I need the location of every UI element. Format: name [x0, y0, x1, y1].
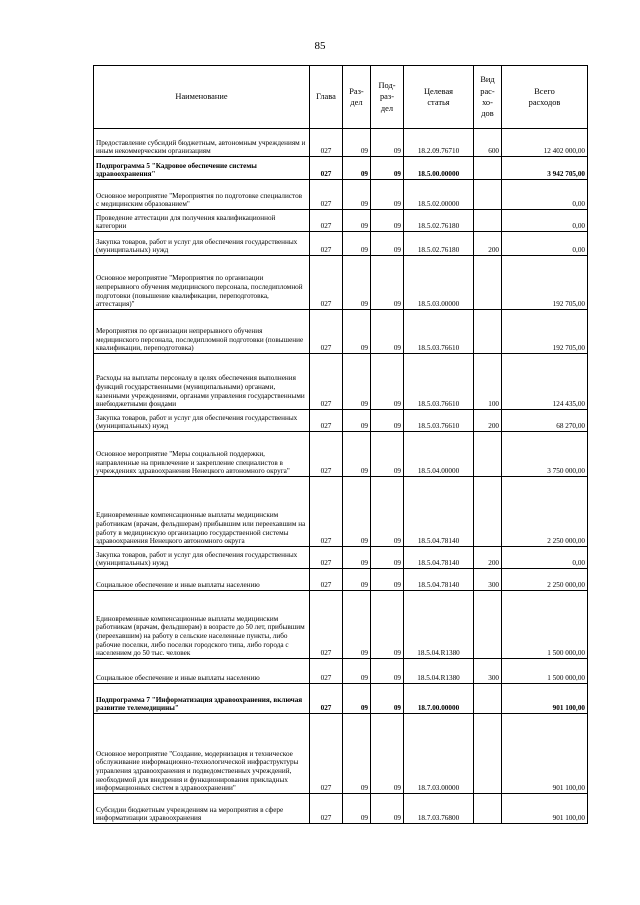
row-expense-type-cell	[474, 794, 502, 824]
row-name-cell: Единовременные компенсационные выплаты медицинским работникам (врачам, фельдшерам) прибывшим или переехавшим на работу в медицинскую организацию государственной системы здравоохранения Ненецкого автономного округа	[94, 477, 310, 547]
row-section-cell: 09	[343, 714, 371, 794]
row-total-cell: 901 100,00	[502, 714, 588, 794]
table-row	[94, 232, 588, 256]
row-name-cell: Проведение аттестации для получения квалификационной категории	[94, 210, 310, 232]
row-total-cell: 3 750 000,00	[502, 432, 588, 477]
row-subsection-cell: 09	[371, 210, 404, 232]
row-subsection-cell: 09	[371, 794, 404, 824]
row-total-cell: 192 705,00	[502, 310, 588, 354]
row-name-cell: Единовременные компенсационные выплаты медицинским работникам (врачам, фельдшерам) в возрасте до 50 лет, прибывшим (переехавшим) на работу в сельские населенные пункты, либо рабочие поселки, либо поселки городского типа, либо города с населением до 50 тыс. человек	[94, 591, 310, 659]
table-row	[94, 210, 588, 232]
row-chapter-cell: 027	[310, 256, 343, 310]
header-target: Целевая статья	[404, 66, 474, 129]
row-total-cell: 0,00	[502, 210, 588, 232]
table-row	[94, 256, 588, 310]
row-expense-type-cell	[474, 256, 502, 310]
row-chapter-cell: 027	[310, 432, 343, 477]
row-name-cell: Подпрограмма 7 "Информатизация здравоохранения, включая развитие телемедицины"	[94, 684, 310, 714]
row-expense-type-cell	[474, 310, 502, 354]
row-total-cell: 192 705,00	[502, 256, 588, 310]
row-section-cell: 09	[343, 569, 371, 591]
table-row	[94, 569, 588, 591]
row-chapter-cell: 027	[310, 210, 343, 232]
row-expense-type-cell: 300	[474, 659, 502, 684]
row-subsection-cell: 09	[371, 714, 404, 794]
row-subsection-cell: 09	[371, 354, 404, 410]
table-row	[94, 180, 588, 210]
row-expense-type-cell	[474, 210, 502, 232]
row-subsection-cell: 09	[371, 232, 404, 256]
row-expense-type-cell: 200	[474, 232, 502, 256]
row-expense-type-cell: 600	[474, 129, 502, 157]
row-target-cell: 18.5.03.76610	[404, 410, 474, 432]
row-name-cell: Основное мероприятие "Меры социальной поддержки, направленные на привлечение и закрепление специалистов в учреждениях здравоохранения Ненецкого автономного округа"	[94, 432, 310, 477]
row-total-cell: 3 942 705,00	[502, 157, 588, 180]
row-target-cell: 18.5.04.78140	[404, 477, 474, 547]
row-subsection-cell: 09	[371, 310, 404, 354]
header-section: Раз- дел	[343, 66, 371, 129]
row-subsection-cell: 09	[371, 129, 404, 157]
row-total-cell: 2 250 000,00	[502, 477, 588, 547]
table-row	[94, 684, 588, 714]
row-name-cell: Основное мероприятие "Мероприятия по подготовке специалистов с медицинским образованием"	[94, 180, 310, 210]
row-chapter-cell: 027	[310, 477, 343, 547]
row-total-cell: 0,00	[502, 547, 588, 569]
row-section-cell: 09	[343, 684, 371, 714]
row-expense-type-cell	[474, 432, 502, 477]
row-name-cell: Закупка товаров, работ и услуг для обеспечения государственных (муниципальных) нужд	[94, 547, 310, 569]
row-target-cell: 18.5.02.00000	[404, 180, 474, 210]
row-expense-type-cell: 200	[474, 547, 502, 569]
row-subsection-cell: 09	[371, 180, 404, 210]
page-number: 85	[314, 40, 326, 52]
table-row	[94, 794, 588, 824]
row-expense-type-cell: 300	[474, 569, 502, 591]
row-name-cell: Мероприятия по организации непрерывного обучения медицинского персонала, последипломной подготовки (повышение квалификации, переподготовка)	[94, 310, 310, 354]
table-row	[94, 477, 588, 547]
table-row	[94, 410, 588, 432]
row-chapter-cell: 027	[310, 157, 343, 180]
row-subsection-cell: 09	[371, 157, 404, 180]
row-section-cell: 09	[343, 659, 371, 684]
row-name-cell: Социальное обеспечение и иные выплаты населению	[94, 659, 310, 684]
row-chapter-cell: 027	[310, 569, 343, 591]
row-expense-type-cell	[474, 591, 502, 659]
row-total-cell: 124 435,00	[502, 354, 588, 410]
row-chapter-cell: 027	[310, 714, 343, 794]
row-chapter-cell: 027	[310, 180, 343, 210]
row-section-cell: 09	[343, 232, 371, 256]
header-name: Наименование	[94, 66, 310, 129]
row-chapter-cell: 027	[310, 547, 343, 569]
row-chapter-cell: 027	[310, 354, 343, 410]
row-target-cell: 18.5.04.78140	[404, 547, 474, 569]
row-target-cell: 18.5.04.78140	[404, 569, 474, 591]
table-row	[94, 129, 588, 157]
row-target-cell: 18.5.00.00000	[404, 157, 474, 180]
budget-table	[93, 65, 588, 824]
row-target-cell: 18.5.02.76180	[404, 232, 474, 256]
row-chapter-cell: 027	[310, 310, 343, 354]
row-section-cell: 09	[343, 591, 371, 659]
row-target-cell: 18.7.00.00000	[404, 684, 474, 714]
row-chapter-cell: 027	[310, 232, 343, 256]
row-expense-type-cell: 100	[474, 354, 502, 410]
table-row	[94, 591, 588, 659]
row-total-cell: 1 500 000,00	[502, 591, 588, 659]
row-chapter-cell: 027	[310, 659, 343, 684]
row-target-cell: 18.5.03.76610	[404, 354, 474, 410]
table-row	[94, 659, 588, 684]
table-row	[94, 157, 588, 180]
row-name-cell: Подпрограмма 5 "Кадровое обеспечение системы здравоохранения"	[94, 157, 310, 180]
row-name-cell: Основное мероприятие "Мероприятия по организации непрерывного обучения медицинского персонала, последипломной подготовки (повышение квалификации, переподготовка, аттестация)"	[94, 256, 310, 310]
row-subsection-cell: 09	[371, 684, 404, 714]
row-total-cell: 901 100,00	[502, 684, 588, 714]
row-total-cell: 1 500 000,00	[502, 659, 588, 684]
header-subsection: Под- раз- дел	[371, 66, 404, 129]
row-section-cell: 09	[343, 157, 371, 180]
row-chapter-cell: 027	[310, 591, 343, 659]
row-section-cell: 09	[343, 129, 371, 157]
table-row	[94, 354, 588, 410]
row-total-cell: 901 100,00	[502, 794, 588, 824]
row-section-cell: 09	[343, 477, 371, 547]
row-total-cell: 12 402 000,00	[502, 129, 588, 157]
table-row	[94, 432, 588, 477]
row-section-cell: 09	[343, 310, 371, 354]
row-name-cell: Закупка товаров, работ и услуг для обеспечения государственных (муниципальных) нужд	[94, 232, 310, 256]
row-subsection-cell: 09	[371, 477, 404, 547]
table-row	[94, 547, 588, 569]
row-chapter-cell: 027	[310, 129, 343, 157]
row-name-cell: Социальное обеспечение и иные выплаты населению	[94, 569, 310, 591]
header-chapter: Глава	[310, 66, 343, 129]
row-chapter-cell: 027	[310, 410, 343, 432]
row-target-cell: 18.5.03.00000	[404, 256, 474, 310]
row-subsection-cell: 09	[371, 591, 404, 659]
row-expense-type-cell	[474, 477, 502, 547]
row-target-cell: 18.2.09.76710	[404, 129, 474, 157]
row-section-cell: 09	[343, 432, 371, 477]
row-total-cell: 68 270,00	[502, 410, 588, 432]
row-subsection-cell: 09	[371, 659, 404, 684]
row-section-cell: 09	[343, 354, 371, 410]
row-expense-type-cell	[474, 157, 502, 180]
row-name-cell: Расходы на выплаты персоналу в целях обеспечения выполнения функций государственными (муниципальными) органами, казенными учреждениями, органами управления государственными внебюджетными фондами	[94, 354, 310, 410]
row-target-cell: 18.5.02.76180	[404, 210, 474, 232]
row-total-cell: 0,00	[502, 232, 588, 256]
row-section-cell: 09	[343, 256, 371, 310]
row-target-cell: 18.5.04.R1380	[404, 659, 474, 684]
row-total-cell: 2 250 000,00	[502, 569, 588, 591]
row-expense-type-cell	[474, 714, 502, 794]
table-row	[94, 310, 588, 354]
row-name-cell: Предоставление субсидий бюджетным, автономным учреждениям и иным некоммерческим организациям	[94, 129, 310, 157]
row-subsection-cell: 09	[371, 410, 404, 432]
row-name-cell: Закупка товаров, работ и услуг для обеспечения государственных (муниципальных) нужд	[94, 410, 310, 432]
row-target-cell: 18.5.04.00000	[404, 432, 474, 477]
row-name-cell: Основное мероприятие "Создание, модернизация и техническое обслуживание информационно-технологической инфраструктуры управления здравоохранения и подведомственных учреждений, необходимой для внедрения и функционирования прикладных информационных систем в здравоохранении"	[94, 714, 310, 794]
header-expense-type: Вид рас- хо- дов	[474, 66, 502, 129]
row-subsection-cell: 09	[371, 569, 404, 591]
row-section-cell: 09	[343, 410, 371, 432]
row-expense-type-cell: 200	[474, 410, 502, 432]
row-target-cell: 18.7.03.76800	[404, 794, 474, 824]
table-header-row	[94, 66, 588, 129]
row-chapter-cell: 027	[310, 794, 343, 824]
row-target-cell: 18.7.03.00000	[404, 714, 474, 794]
row-expense-type-cell	[474, 684, 502, 714]
row-section-cell: 09	[343, 794, 371, 824]
row-subsection-cell: 09	[371, 256, 404, 310]
row-name-cell: Субсидии бюджетным учреждениям на мероприятия в сфере информатизации здравоохранения	[94, 794, 310, 824]
row-section-cell: 09	[343, 180, 371, 210]
row-expense-type-cell	[474, 180, 502, 210]
table-body	[94, 129, 588, 824]
row-section-cell: 09	[343, 547, 371, 569]
row-target-cell: 18.5.04.R1380	[404, 591, 474, 659]
row-chapter-cell: 027	[310, 684, 343, 714]
row-target-cell: 18.5.03.76610	[404, 310, 474, 354]
row-section-cell: 09	[343, 210, 371, 232]
table-row	[94, 714, 588, 794]
row-subsection-cell: 09	[371, 432, 404, 477]
row-total-cell: 0,00	[502, 180, 588, 210]
row-subsection-cell: 09	[371, 547, 404, 569]
header-total: Всего расходов	[502, 66, 588, 129]
